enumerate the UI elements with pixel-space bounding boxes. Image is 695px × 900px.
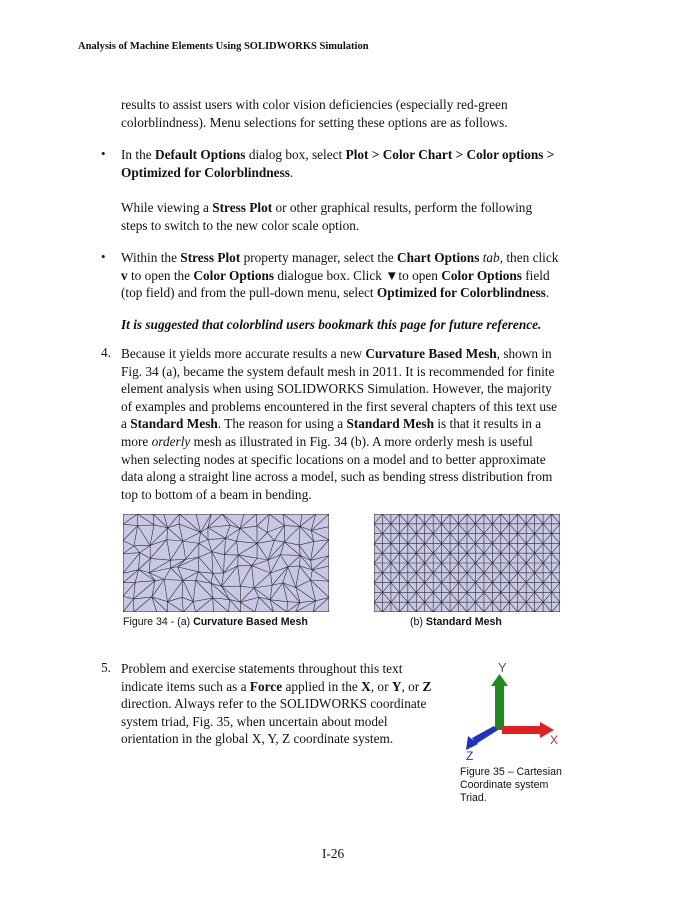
menu-path: Plot > Color Chart > Color options > [345, 147, 555, 162]
figure-34a-caption: Figure 34 - (a) Curvature Based Mesh [123, 616, 308, 628]
menu-default-options: Default Options [154, 147, 246, 162]
intro-line: colorblindness). Menu selections for setting these options are as follows. [121, 114, 508, 130]
figure-35-caption: Figure 35 – Cartesian Coordinate system Triad. [460, 766, 562, 804]
triad-x-label: X [550, 733, 559, 747]
triad-z-label: Z [466, 749, 474, 762]
triad-y-label: Y [498, 660, 507, 675]
stress-plot-paragraph: While viewing a Stress Plot or other graphical results, perform the following steps to switch to the new color scale option. [121, 200, 533, 233]
page-number: I-26 [322, 846, 345, 861]
triad-y-axis [495, 684, 504, 730]
item-5-paragraph: Problem and exercise statements throughout this text indicate items such as a Force applied in the X, or Y, or Z direction. Always refer to the SOLIDWORKS coordinate system triad, Fig. 35, when uncertain about model orientation in the global X, Y, Z coordinate system. [121, 661, 432, 747]
coordinate-triad [462, 656, 572, 762]
intro-line: results to assist users with color vision deficiencies (especially red-green [121, 97, 508, 112]
suggestion-note: It is suggested that colorblind users bookmark this page for future reference. [121, 317, 542, 332]
figure-34b-caption: (b) Standard Mesh [410, 616, 502, 628]
bullet-chart-options: Within the Stress Plot property manager, select the Chart Options tab, then click v to open the Color Options dialogue box. Click ▼to open Color Options field (top field) and from the pull-down menu, select Optimized for Colorblindness. [121, 250, 559, 301]
list-number: 4. [101, 345, 111, 360]
menu-optimized: Optimized for Colorblindness [121, 164, 290, 180]
triad-y-arrow-icon [491, 674, 508, 686]
item-4-paragraph: Because it yields more accurate results a new Curvature Based Mesh, shown in Fig. 34 (a), became the system default mesh in 2011. It is recommended for finite element analysis when using SOLIDWORKS Simulation. However, the majority of examples and problems encountered in the first several chapters of this text use a Standard Mesh. The reason for using a Standard Mesh is that it results in a more orderly mesh as illustrated in Fig. 34 (b). A more orderly mesh is useful when selecting nodes at specific locations on a model and to better approximate data along a straight line across a model, such as bending stress distribution from top to bottom of a beam in bending. [121, 346, 558, 502]
bullet-marker: • [101, 146, 106, 161]
standard-mesh-image [374, 514, 560, 612]
intro-paragraph [121, 96, 508, 131]
bullet-default-options: In the Default Options dialog box, select Plot > Color Chart > Color options > Optimized for Colorblindness. [121, 147, 555, 180]
triad-z-axis [472, 726, 498, 744]
curvature-mesh-image [123, 514, 329, 612]
dropdown-arrow-icon: ▼ [385, 267, 399, 283]
bullet-marker: • [101, 249, 106, 264]
list-number: 5. [101, 660, 111, 675]
triad-x-axis [502, 726, 542, 734]
running-header: Analysis of Machine Elements Using SOLIDWORKS Simulation [78, 41, 369, 52]
